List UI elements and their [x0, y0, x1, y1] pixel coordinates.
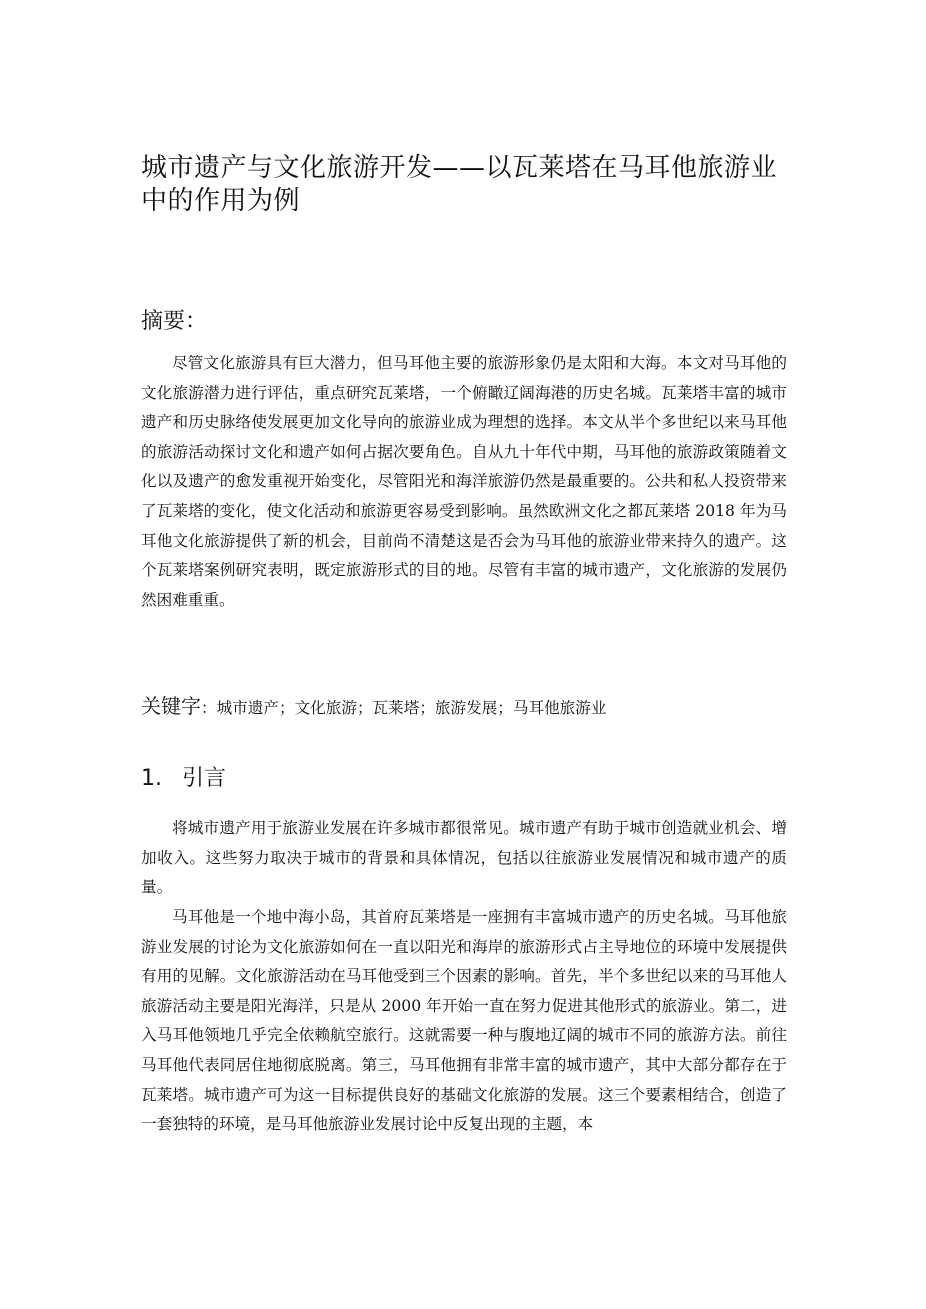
- abstract-heading: 摘要：: [141, 309, 208, 334]
- keywords-separator: ：: [201, 699, 217, 717]
- keywords-line: [141, 691, 787, 723]
- paper-title: 城市遗产与文化旅游开发——以瓦莱塔在马耳他旅游业中的作用为例: [141, 153, 778, 216]
- abstract-body: 尽管文化旅游具有巨大潜力，但马耳他主要的旅游形象仍是太阳和大海。本文对马耳他的文化旅游潜力进行评估，重点研究瓦莱塔，一个俯瞰辽阔海港的历史名城。瓦莱塔丰富的城市遗产和历史脉络使发展更加文化导向的旅游业成为理想的选择。本文从半个多世纪以来马耳他的旅游活动探讨文化和遗产如何占据次要角色。自从九十年代中期，马耳他的旅游政策随着文化以及遗产的愈发重视开始变化，尽管阳光和海洋旅游仍然是最重要的。公共和私人投资带来了瓦莱塔的变化，使文化活动和旅游更容易受到影响。虽然欧洲文化之都瓦莱塔 2018 年为马耳他文化旅游提供了新的机会，目前尚不清楚这是否会为马耳他的旅游业带来持久的遗产。这个瓦莱塔案例研究表明，既定旅游形式的目的地。尽管有丰富的城市遗产，文化旅游的发展仍然困难重重。: [141, 354, 787, 609]
- keywords-label: 关键字: [141, 694, 201, 718]
- keywords-values: 城市遗产；文化旅游；瓦莱塔；旅游发展；马耳他旅游业: [216, 699, 607, 717]
- section-title: 引言: [182, 766, 227, 791]
- section-number: 1.: [141, 766, 162, 791]
- section-heading-introduction: [141, 764, 226, 794]
- intro-paragraph-1: 将城市遗产用于旅游业发展在许多城市都很常见。城市遗产有助于城市创造就业机会、增加收入。这些努力取决于城市的背景和具体情况，包括以往旅游业发展情况和城市遗产的质量。: [141, 819, 787, 897]
- intro-paragraph-2: 马耳他是一个地中海小岛，其首府瓦莱塔是一座拥有丰富城市遗产的历史名城。马耳他旅游业发展的讨论为文化旅游如何在一直以阳光和海岸的旅游形式占主导地位的环境中发展提供有用的见解。文化旅游活动在马耳他受到三个因素的影响。首先，半个多世纪以来的马耳他人旅游活动主要是阳光海洋，只是从 2000 年开始一直在努力促进其他形式的旅游业。第二，进入马耳他领地几乎完全依赖航空旅行。这就需要一种与腹地辽阔的城市不同的旅游方法。前往马耳他代表同居住地彻底脱离。第三，马耳他拥有非常丰富的城市遗产，其中大部分都存在于瓦莱塔。城市遗产可为这一目标提供良好的基础文化旅游的发展。这三个要素相结合，创造了一套独特的环境，是马耳他旅游业发展讨论中反复出现的主题，本: [141, 908, 787, 1134]
